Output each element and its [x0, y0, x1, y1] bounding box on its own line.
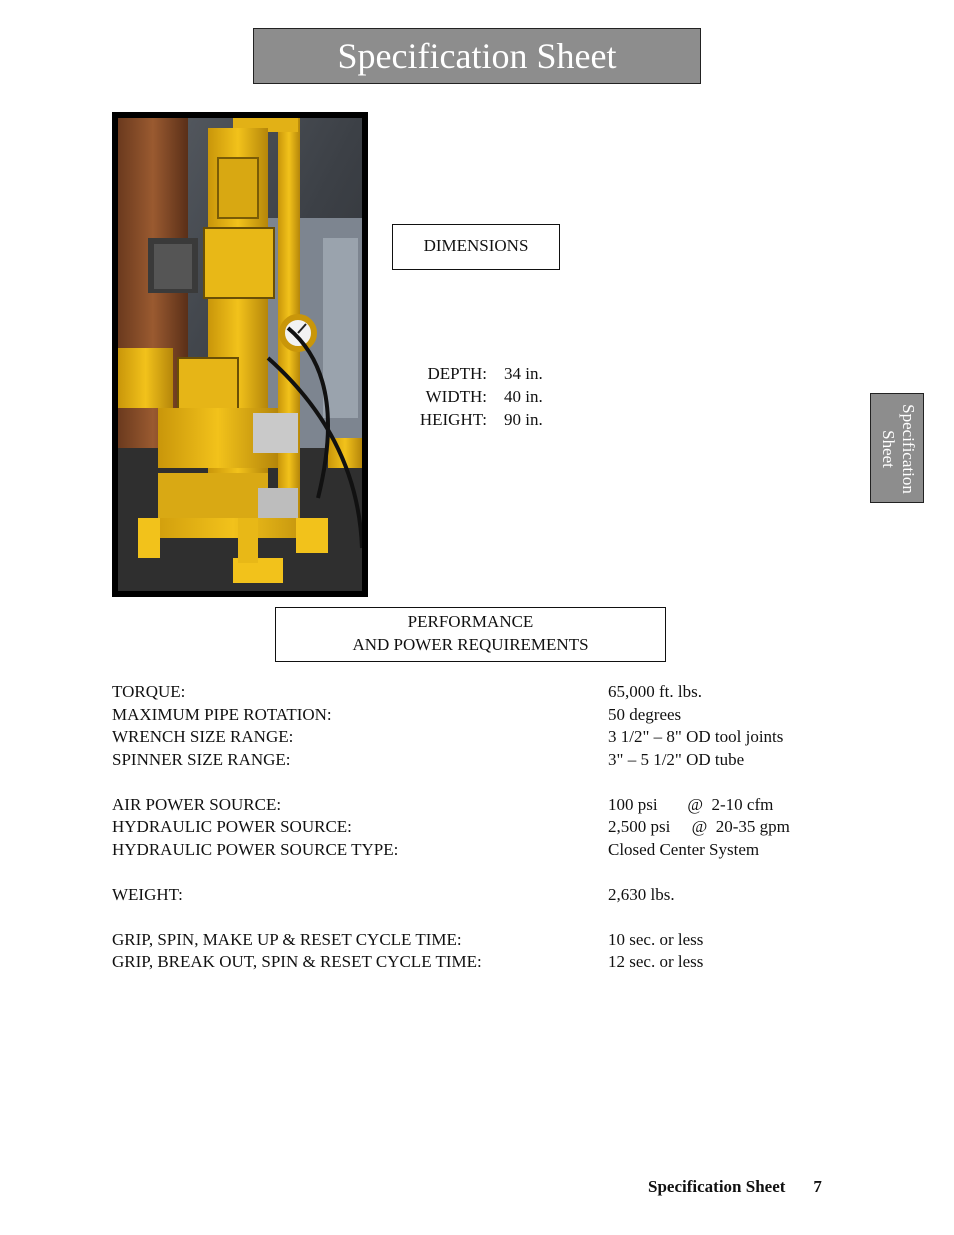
spec-row: [112, 929, 832, 952]
spec-label: WEIGHT:: [112, 884, 183, 904]
spec-value: 3 1/2" – 8" OD tool joints: [608, 727, 784, 746]
spec-row: [112, 816, 832, 839]
machine-photo: [112, 112, 368, 597]
spacer: [112, 861, 832, 884]
spec-row: [112, 726, 832, 749]
spec-label: AIR POWER SOURCE:: [112, 794, 282, 814]
dimension-row-width: [400, 385, 543, 408]
side-tab-text: [878, 394, 918, 504]
spec-value: 2,500 psi @ 20-35 gpm: [608, 817, 790, 836]
spacer: [112, 906, 832, 929]
spec-row: [112, 749, 832, 772]
dimension-label: HEIGHT:: [419, 410, 487, 429]
spec-row: [112, 884, 832, 907]
spec-row: [112, 839, 832, 862]
spec-label: SPINNER SIZE RANGE:: [112, 749, 291, 769]
spec-label: HYDRAULIC POWER SOURCE TYPE:: [112, 839, 399, 859]
page-number: 7: [813, 1177, 822, 1196]
spec-row: [112, 681, 832, 704]
spec-value: 10 sec. or less: [608, 929, 704, 949]
spec-label: TORQUE:: [112, 682, 186, 701]
spec-value: 2,630 lbs.: [608, 884, 675, 904]
spec-value: 12 sec. or less: [608, 952, 704, 971]
section-side-tab[interactable]: [870, 393, 924, 503]
spec-label: HYDRAULIC POWER SOURCE:: [112, 817, 352, 836]
performance-heading-line2: AND POWER REQUIREMENTS: [352, 635, 589, 654]
spec-value: 3" – 5 1/2" OD tube: [608, 749, 745, 769]
spec-row: [112, 704, 832, 727]
side-tab-line1: Specification: [899, 404, 918, 494]
page-title: Specification Sheet: [253, 28, 701, 84]
spec-row: [112, 951, 832, 974]
dimension-value: 40 in.: [504, 387, 543, 406]
performance-heading-line1: PERFORMANCE: [407, 612, 534, 631]
side-tab-line2: Sheet: [879, 430, 898, 468]
page-footer: [648, 1177, 822, 1197]
spec-label: GRIP, BREAK OUT, SPIN & RESET CYCLE TIME:: [112, 952, 482, 971]
footer-section-title: Specification Sheet: [648, 1177, 786, 1196]
dimension-value: 34 in.: [504, 364, 543, 383]
spec-label: MAXIMUM PIPE ROTATION:: [112, 704, 332, 724]
spec-value: 100 psi @ 2-10 cfm: [608, 794, 774, 814]
dimension-value: 90 in.: [504, 410, 543, 429]
dimension-row-depth: [400, 362, 543, 385]
spec-label: GRIP, SPIN, MAKE UP & RESET CYCLE TIME:: [112, 929, 462, 949]
machine-photo-icon: [118, 118, 362, 591]
dimension-label: WIDTH:: [425, 387, 487, 406]
spec-label: WRENCH SIZE RANGE:: [112, 727, 294, 746]
spec-value: 65,000 ft. lbs.: [608, 682, 702, 701]
dimensions-list: [400, 362, 543, 431]
dimension-row-height: [400, 408, 543, 431]
performance-heading-box: [275, 607, 666, 662]
dimensions-heading-box: DIMENSIONS: [392, 224, 560, 270]
spec-value: 50 degrees: [608, 704, 682, 724]
spec-row: [112, 794, 832, 817]
performance-spec-list: [112, 681, 832, 974]
dimension-label: DEPTH:: [427, 364, 487, 383]
spec-value: Closed Center System: [608, 839, 760, 859]
spacer: [112, 771, 832, 794]
